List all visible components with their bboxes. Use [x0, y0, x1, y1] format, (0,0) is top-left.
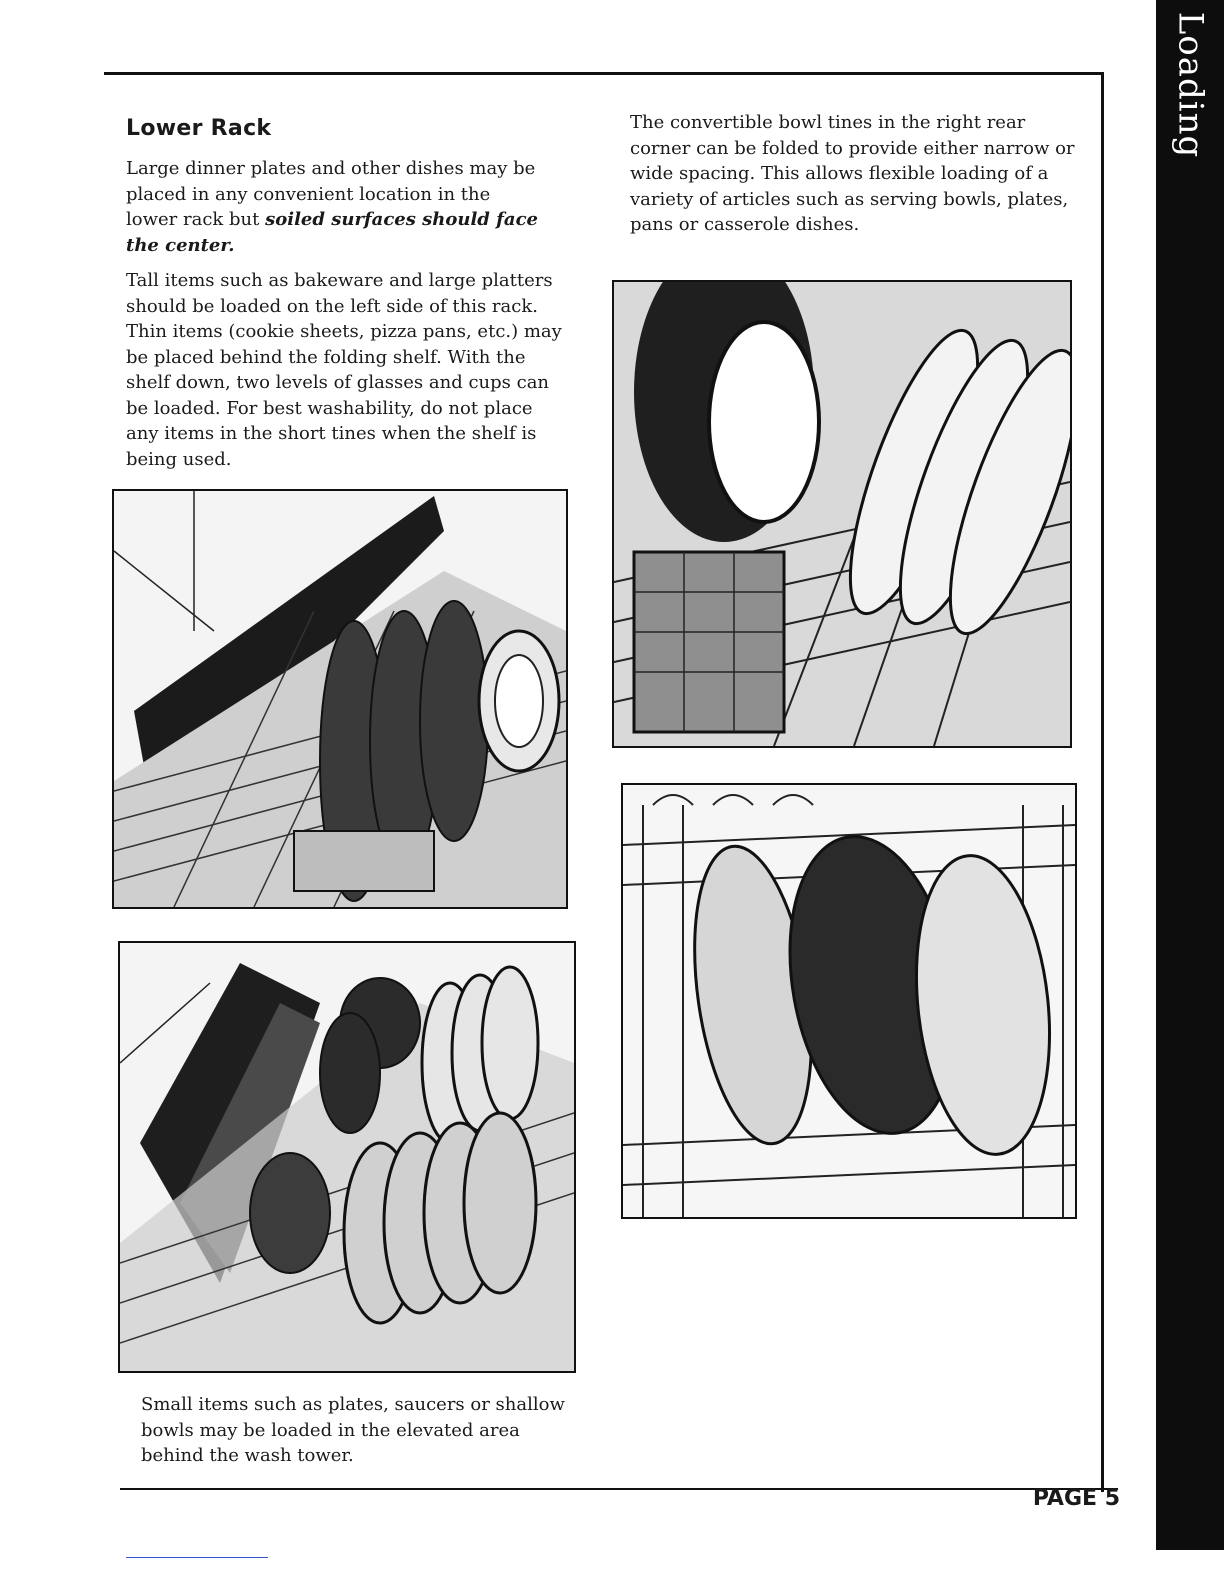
lower-rack-illustration [112, 489, 568, 909]
intro-text: Large dinner plates and other dishes may be placed in any convenient location in the lower rack but [126, 158, 536, 230]
intro-paragraph [126, 156, 546, 258]
tall-items-paragraph: Tall items such as bakeware and large platters should be loaded on the left side of this rack. Thin items (cookie sheets, pizza pans, etc.) may be placed behind the folding shelf. With the shelf down, two levels of glasses and cups can be loaded. For best washability, do not place any items in the short tines when the shelf is being used. [126, 270, 562, 470]
bottom-rule [120, 1488, 1118, 1490]
convertible-tines-bowls-illustration [621, 783, 1077, 1219]
side-tab-label-wrap [1156, 11, 1224, 159]
side-tab [1156, 0, 1224, 1550]
right-rule [1101, 72, 1104, 1492]
intro-emphasis: soiled surfaces should face the center. [126, 209, 538, 256]
elevated-area-caption: Small items such as plates, saucers or shallow bowls may be loaded in the elevated area behind the wash tower. [141, 1394, 565, 1466]
elevated-area-illustration [118, 941, 576, 1373]
convertible-tines-plates-illustration [612, 280, 1072, 748]
page-number: PAGE 5 [1032, 1486, 1120, 1511]
footer-line [126, 1557, 268, 1558]
side-tab-label: Loading [1170, 11, 1210, 159]
top-rule [104, 72, 1104, 75]
section-heading: Lower Rack [126, 116, 272, 141]
bowl-tines-paragraph: The convertible bowl tines in the right rear corner can be folded to provide either narrow or wide spacing. This allows flexible loading of a variety of articles such as serving bowls, plates, pans or casserole dishes. [630, 112, 1075, 235]
